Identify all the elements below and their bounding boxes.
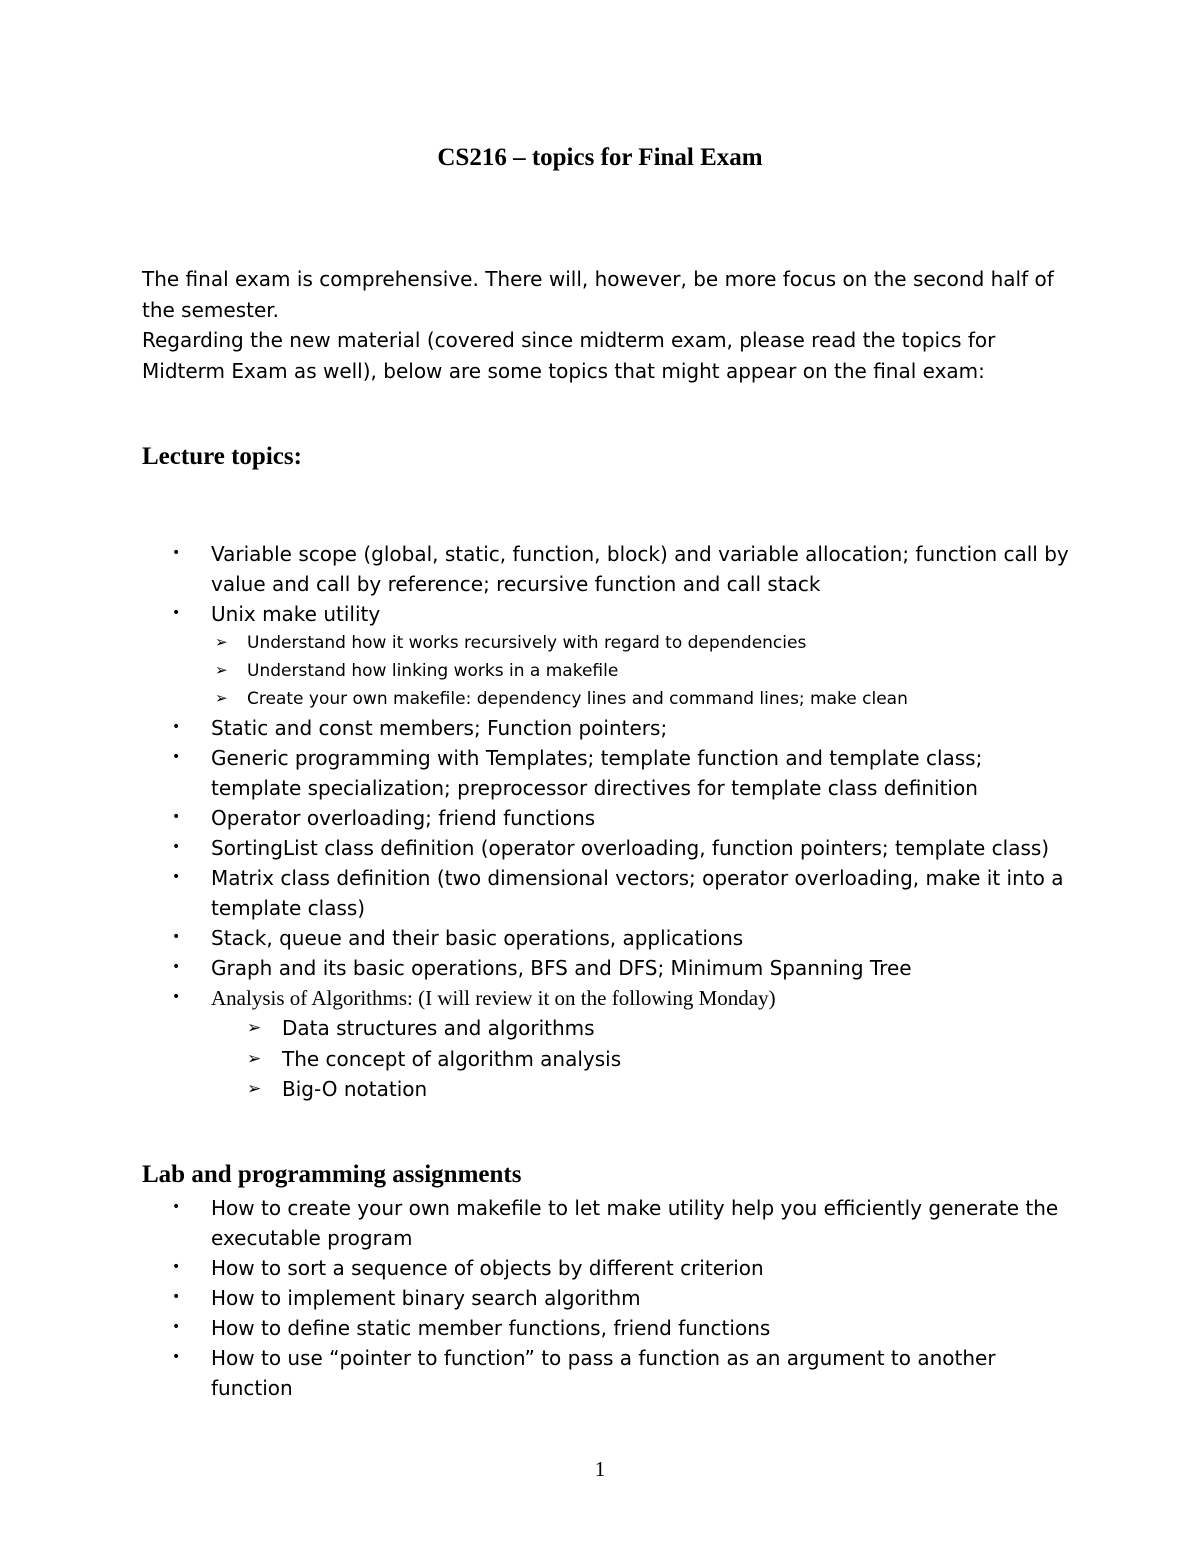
arrow-bullet-icon: ➢ — [247, 1018, 262, 1038]
sub-item-text: Understand how linking works in a makefile — [247, 661, 619, 681]
bullet-icon: • — [172, 929, 181, 945]
sub-list-item — [172, 629, 1072, 657]
bullet-icon: • — [172, 809, 181, 825]
sub-list-item — [172, 685, 1072, 713]
list-item — [172, 713, 1072, 743]
bullet-icon: • — [172, 869, 181, 885]
sub-list-item — [172, 1013, 1072, 1044]
list-item — [172, 983, 1072, 1105]
sub-item-text: Data structures and algorithms — [282, 1016, 595, 1040]
list-item-text: Graph and its basic operations, BFS and DFS; Minimum Spanning Tree — [211, 956, 912, 980]
analysis-subtopics — [172, 1013, 1072, 1105]
bullet-icon: • — [172, 605, 181, 621]
intro-paragraph-2: Regarding the new material (covered since midterm exam, please read the topics for Midterm Exam as well), below are some topics that might appear on the final exam: — [142, 328, 996, 383]
intro-paragraph-1: The final exam is comprehensive. There will, however, be more focus on the second half of the semester. — [142, 267, 1054, 322]
arrow-bullet-icon: ➢ — [247, 1079, 262, 1099]
lecture-topics-list — [172, 539, 1072, 1105]
list-item-text: SortingList class definition (operator overloading, function pointers; template class) — [211, 836, 1050, 860]
sub-list-item — [172, 657, 1072, 685]
sub-item-text: Understand how it works recursively with regard to dependencies — [247, 633, 807, 653]
list-item-text: Matrix class definition (two dimensional vectors; operator overloading, make it into a template class) — [211, 866, 1064, 920]
sub-item-text: Create your own makefile: dependency lines and command lines; make clean — [247, 689, 908, 709]
list-item — [172, 539, 1072, 599]
list-item — [172, 1253, 1072, 1283]
bullet-icon: • — [172, 1199, 181, 1215]
list-item — [172, 1313, 1072, 1343]
bullet-icon: • — [172, 719, 181, 735]
list-item — [172, 1193, 1072, 1253]
list-item-text: How to define static member functions, friend functions — [211, 1316, 771, 1340]
lab-assignments-list — [172, 1193, 1072, 1403]
list-item — [172, 803, 1072, 833]
bullet-icon: • — [172, 1289, 181, 1305]
list-item-text: Static and const members; Function pointers; — [211, 716, 668, 740]
sub-list-item — [172, 1074, 1072, 1105]
make-subtopics — [172, 629, 1072, 713]
list-item — [172, 833, 1072, 863]
list-item — [172, 863, 1072, 923]
arrow-bullet-icon: ➢ — [215, 633, 228, 651]
arrow-bullet-icon: ➢ — [247, 1048, 262, 1069]
bullet-icon: • — [172, 839, 181, 855]
list-item-text: How to sort a sequence of objects by different criterion — [211, 1256, 764, 1280]
lab-assignments-heading: Lab and programming assignments — [142, 1161, 522, 1188]
list-item — [172, 599, 1072, 713]
list-item — [172, 953, 1072, 983]
list-item — [172, 1283, 1072, 1313]
list-item — [172, 743, 1072, 803]
intro-text — [142, 264, 1072, 386]
bullet-icon: • — [172, 1319, 181, 1335]
list-item-text: Generic programming with Templates; template function and template class; template specialization; preprocessor directives for template class definition — [211, 746, 983, 800]
list-item-text: Analysis of Algorithms: (I will review it on the following Monday) — [211, 986, 776, 1010]
list-item-text: Unix make utility — [211, 602, 381, 626]
page-number: 1 — [594, 1457, 606, 1481]
arrow-bullet-icon: ➢ — [215, 661, 228, 679]
list-item-text: How to use “pointer to function” to pass a function as an argument to another function — [211, 1346, 996, 1400]
list-item-text: How to create your own makefile to let make utility help you efficiently generate the executable program — [211, 1196, 1059, 1250]
list-item — [172, 1343, 1072, 1403]
lecture-topics-heading: Lecture topics: — [142, 443, 302, 470]
bullet-icon: • — [172, 959, 181, 975]
list-item-text: Operator overloading; friend functions — [211, 806, 596, 830]
list-item-text: Variable scope (global, static, function, block) and variable allocation; function call by value and call by reference; recursive function and call stack — [211, 542, 1069, 596]
bullet-icon: • — [172, 1349, 181, 1365]
bullet-icon: • — [172, 749, 181, 765]
arrow-bullet-icon: ➢ — [215, 689, 228, 707]
page-title: CS216 – topics for Final Exam — [437, 144, 763, 171]
bullet-icon: • — [172, 545, 181, 561]
bullet-icon: • — [172, 1259, 181, 1275]
list-item-text: Stack, queue and their basic operations, applications — [211, 926, 744, 950]
sub-item-text: The concept of algorithm analysis — [282, 1046, 622, 1071]
list-item — [172, 923, 1072, 953]
list-item-text: How to implement binary search algorithm — [211, 1286, 641, 1310]
sub-list-item — [172, 1044, 1072, 1075]
bullet-icon: • — [172, 989, 181, 1005]
sub-item-text: Big-O notation — [282, 1077, 428, 1101]
